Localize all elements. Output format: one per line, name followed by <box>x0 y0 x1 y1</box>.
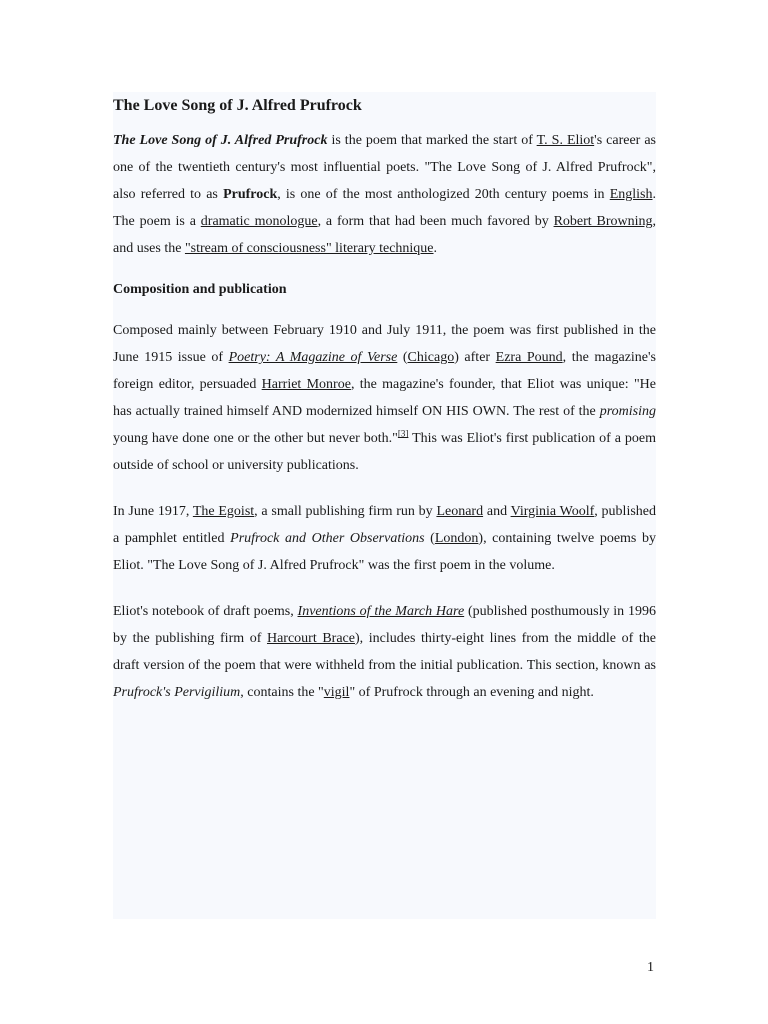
link-dramatic-monologue[interactable]: dramatic monologue <box>200 214 318 229</box>
link-t-s-eliot[interactable]: T. S. Eliot <box>536 133 595 148</box>
link-inventions-march-hare[interactable]: Inventions of the March Hare <box>297 604 465 619</box>
link-leonard[interactable]: Leonard <box>436 504 484 519</box>
link-vigil[interactable]: vigil <box>323 685 350 700</box>
link-robert-browning[interactable]: Robert Browning <box>553 214 653 229</box>
pervigilium-italic: Prufrock's Pervigilium <box>113 685 241 700</box>
egoist-paragraph: In June 1917, The Egoist, a small publishing firm run by Leonard and Virginia Woolf, published a pamphlet entitled Prufrock and Other Observations (London), containing twelve poems by Eliot. "The Love Song of J. Alfred Prufrock" was the first poem in the volume. <box>113 504 656 573</box>
composition-paragraph: Composed mainly between February 1910 and July 1911, the poem was first published in the June 1915 issue of Poetry: A Magazine of Verse (Chicago) after Ezra Pound, the magazine's foreign editor, persuaded Harriet Monroe, the magazine's founder, that Eliot was unique: "He has actually trained himself AND modernized himself ON HIS OWN. The rest of the promising young have done one or the other but never both."[3] This was Eliot's first publication of a poem outside of school or university publications. <box>113 323 656 473</box>
link-poetry-magazine[interactable]: Poetry: A Magazine of Verse <box>228 350 398 365</box>
link-stream-of-consciousness[interactable]: "stream of consciousness" literary technique <box>184 241 434 256</box>
intro-paragraph: The Love Song of J. Alfred Prufrock is the poem that marked the start of T. S. Eliot's career as one of the twentieth century's most influential poets. "The Love Song of J. Alfred Prufrock", also referred to as Prufrock, is one of the most anthologized 20th century poems in English. The poem is a dramatic monologue, a form that had been much favored by Robert Browning, and uses the "stream of consciousness" literary technique. <box>113 133 657 256</box>
link-ezra-pound[interactable]: Ezra Pound <box>495 350 563 365</box>
link-harcourt-brace[interactable]: Harcourt Brace <box>266 631 355 646</box>
link-virginia-woolf[interactable]: Virginia Woolf <box>510 504 595 519</box>
article-body <box>113 92 656 706</box>
link-harriet-monroe[interactable]: Harriet Monroe <box>261 377 351 392</box>
link-english[interactable]: English <box>609 187 653 202</box>
section-heading: Composition and publication <box>113 282 287 297</box>
footnote-link[interactable]: [3] <box>397 428 409 439</box>
link-london[interactable]: London <box>434 531 479 546</box>
notebook-paragraph: Eliot's notebook of draft poems, Inventions of the March Hare (published posthumously in 1996 by the publishing firm of Harcourt Brace), includes thirty-eight lines from the middle of the draft version of the poem that were withheld from the initial publication. This section, known as Prufrock's Pervigilium, contains the "vigil" of Prufrock through an evening and night. <box>113 604 656 700</box>
link-the-egoist[interactable]: The Egoist <box>192 504 255 519</box>
link-chicago[interactable]: Chicago <box>407 350 455 365</box>
prufrock-bold: Prufrock <box>223 187 278 202</box>
page-title: The Love Song of J. Alfred Prufrock <box>113 97 362 114</box>
pamphlet-title: Prufrock and Other Observations <box>230 531 425 546</box>
poem-title-italic: The Love Song of J. Alfred Prufrock <box>113 133 328 148</box>
promising-italic: promising <box>599 404 656 419</box>
page-number: 1 <box>647 960 654 975</box>
